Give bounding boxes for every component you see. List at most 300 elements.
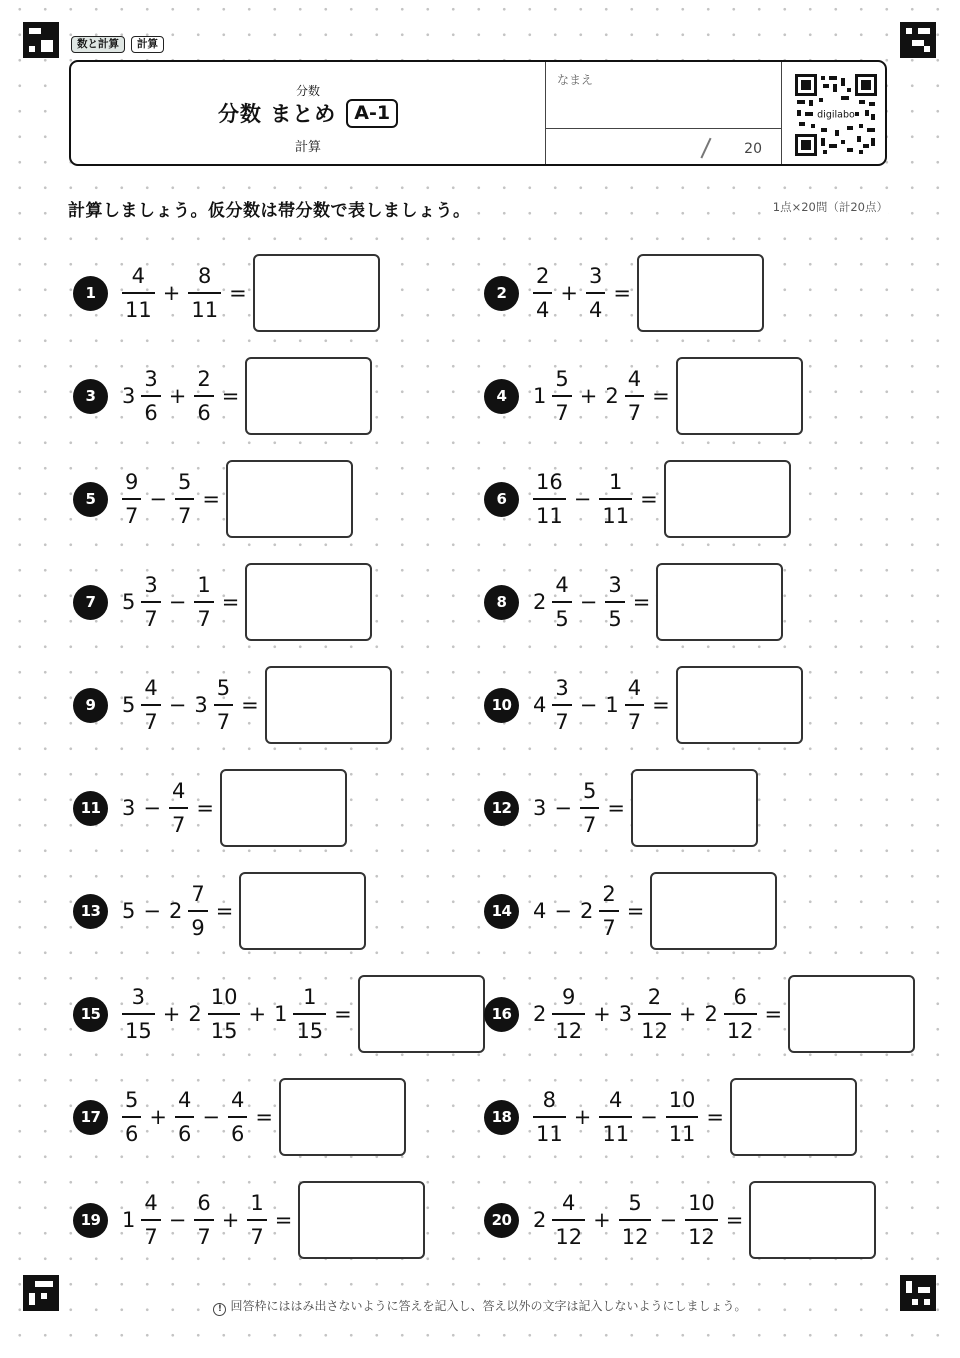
fraction bbox=[552, 1190, 585, 1250]
answer-box[interactable] bbox=[298, 1181, 425, 1259]
expression bbox=[530, 263, 637, 323]
worksheet-header bbox=[69, 60, 887, 166]
fraction-bar bbox=[533, 1116, 566, 1118]
fraction bbox=[247, 1190, 266, 1250]
fraction bbox=[599, 881, 618, 941]
operator: − bbox=[554, 796, 572, 820]
problem-18 bbox=[484, 1079, 857, 1155]
fraction bbox=[552, 675, 571, 735]
problem-number: 19 bbox=[73, 1203, 108, 1238]
denominator: 6 bbox=[144, 401, 158, 425]
fraction bbox=[208, 984, 241, 1044]
answer-box[interactable] bbox=[650, 872, 777, 950]
fraction-bar bbox=[599, 1116, 632, 1118]
title-area bbox=[71, 62, 545, 164]
category-label: 計算 bbox=[294, 140, 321, 155]
whole-number: 3 bbox=[122, 796, 136, 820]
expression bbox=[119, 469, 226, 529]
level-badge: A-1 bbox=[346, 99, 398, 128]
problem-number: 9 bbox=[73, 688, 108, 723]
operator: − bbox=[554, 899, 572, 923]
answer-box[interactable] bbox=[656, 563, 783, 641]
fraction bbox=[188, 263, 221, 323]
denominator: 11 bbox=[602, 504, 630, 528]
denominator: 7 bbox=[582, 813, 597, 837]
fraction-bar bbox=[625, 395, 644, 397]
answer-box[interactable] bbox=[788, 975, 915, 1053]
whole-number: 4 bbox=[533, 693, 547, 717]
equals-sign: = bbox=[764, 1002, 783, 1026]
instruction-text: 計算しましょう。仮分数は帯分数で表しましょう。 bbox=[68, 196, 471, 221]
fraction bbox=[141, 675, 160, 735]
denominator: 6 bbox=[177, 1122, 192, 1146]
fraction-bar bbox=[122, 292, 155, 294]
whole-number: 2 bbox=[704, 1002, 718, 1026]
fraction-bar bbox=[533, 498, 566, 500]
problem-3 bbox=[73, 358, 372, 434]
operator: + bbox=[593, 1002, 611, 1026]
fraction bbox=[625, 366, 644, 426]
numerator: 3 bbox=[588, 264, 603, 288]
fraction-bar bbox=[194, 395, 213, 397]
fraction-bar bbox=[552, 601, 571, 603]
denominator: 11 bbox=[602, 1122, 630, 1146]
expression bbox=[119, 263, 253, 323]
denominator: 9 bbox=[191, 916, 205, 940]
expression bbox=[119, 366, 245, 426]
operator: − bbox=[168, 1208, 187, 1232]
fraction-bar bbox=[580, 807, 599, 809]
operator: + bbox=[149, 1105, 167, 1129]
fraction bbox=[533, 469, 566, 529]
fraction-bar bbox=[552, 704, 571, 706]
equals-sign: = bbox=[229, 281, 247, 305]
operator: − bbox=[168, 693, 187, 717]
name-field[interactable] bbox=[545, 62, 782, 164]
expression bbox=[530, 984, 788, 1044]
denominator: 7 bbox=[602, 916, 616, 940]
answer-box[interactable] bbox=[749, 1181, 876, 1259]
fraction-bar bbox=[599, 498, 632, 500]
fraction-bar bbox=[552, 395, 571, 397]
denominator: 11 bbox=[125, 298, 152, 322]
fraction-bar bbox=[552, 1219, 585, 1221]
denominator: 11 bbox=[536, 504, 563, 528]
answer-box[interactable] bbox=[245, 357, 372, 435]
answer-box[interactable] bbox=[245, 563, 372, 641]
denominator: 12 bbox=[555, 1019, 583, 1043]
numerator: 2 bbox=[197, 367, 211, 391]
operator: − bbox=[149, 487, 167, 511]
denominator: 5 bbox=[608, 607, 622, 631]
problem-number: 2 bbox=[484, 276, 519, 311]
expression bbox=[530, 778, 631, 838]
denominator: 15 bbox=[210, 1019, 238, 1043]
operator: − bbox=[659, 1208, 678, 1232]
fraction bbox=[194, 366, 213, 426]
denominator: 7 bbox=[627, 401, 642, 425]
numerator: 4 bbox=[555, 573, 569, 597]
operator: + bbox=[162, 281, 181, 305]
numerator: 5 bbox=[125, 1088, 139, 1112]
numerator: 8 bbox=[542, 1088, 557, 1112]
fraction-bar bbox=[188, 910, 207, 912]
fraction bbox=[122, 1087, 141, 1147]
numerator: 5 bbox=[555, 367, 569, 391]
answer-box[interactable] bbox=[253, 254, 380, 332]
fraction bbox=[533, 263, 552, 323]
problem-11 bbox=[73, 770, 347, 846]
problem-5 bbox=[73, 461, 353, 537]
fraction bbox=[169, 778, 188, 838]
problem-number: 12 bbox=[484, 791, 519, 826]
numerator: 7 bbox=[191, 882, 205, 906]
fraction-bar bbox=[685, 1219, 718, 1221]
denominator: 7 bbox=[197, 607, 211, 631]
expression bbox=[530, 1190, 749, 1250]
numerator: 3 bbox=[555, 676, 569, 700]
corner-marker-top-left bbox=[23, 22, 59, 58]
denominator: 11 bbox=[191, 298, 219, 322]
numerator: 4 bbox=[562, 1191, 576, 1215]
fraction bbox=[141, 366, 160, 426]
fraction bbox=[599, 469, 632, 529]
equals-sign: = bbox=[255, 1105, 273, 1129]
fraction-bar bbox=[638, 1013, 671, 1015]
denominator: 6 bbox=[230, 1122, 245, 1146]
fraction bbox=[619, 1190, 652, 1250]
equals-sign: = bbox=[613, 281, 631, 305]
qr-code-icon bbox=[795, 74, 877, 156]
fraction-bar bbox=[605, 601, 624, 603]
operator: + bbox=[573, 1105, 592, 1129]
problem-number: 7 bbox=[73, 585, 108, 620]
expression bbox=[119, 881, 239, 941]
operator: + bbox=[248, 1002, 267, 1026]
equals-sign: = bbox=[632, 590, 651, 614]
equals-sign: = bbox=[202, 487, 220, 511]
problem-20 bbox=[484, 1182, 876, 1258]
fraction-bar bbox=[194, 1219, 213, 1221]
expression bbox=[119, 778, 220, 838]
equals-sign: = bbox=[652, 693, 670, 717]
fraction bbox=[214, 675, 233, 735]
fraction-bar bbox=[188, 292, 221, 294]
fraction bbox=[724, 984, 757, 1044]
denominator: 7 bbox=[144, 710, 158, 734]
equals-sign: = bbox=[241, 693, 259, 717]
problem-15 bbox=[73, 976, 485, 1052]
fraction bbox=[638, 984, 671, 1044]
fraction-bar bbox=[122, 498, 141, 500]
fraction-bar bbox=[175, 1116, 194, 1118]
problem-9 bbox=[73, 667, 392, 743]
equals-sign: = bbox=[196, 796, 214, 820]
operator: + bbox=[579, 384, 598, 408]
page-title: 分数 まとめ bbox=[217, 102, 337, 126]
operator: + bbox=[593, 1208, 611, 1232]
numerator: 4 bbox=[627, 367, 642, 391]
equals-sign: = bbox=[274, 1208, 293, 1232]
problem-7 bbox=[73, 564, 372, 640]
fraction bbox=[586, 263, 605, 323]
equals-sign: = bbox=[725, 1208, 744, 1232]
numerator: 8 bbox=[198, 264, 212, 288]
fraction bbox=[122, 984, 155, 1044]
fraction-bar bbox=[141, 1219, 160, 1221]
denominator: 7 bbox=[627, 710, 642, 734]
numerator: 3 bbox=[144, 573, 158, 597]
fraction bbox=[552, 366, 571, 426]
problem-number: 4 bbox=[484, 379, 519, 414]
expression bbox=[119, 572, 245, 632]
problem-2 bbox=[484, 255, 764, 331]
numerator: 4 bbox=[144, 676, 158, 700]
answer-box[interactable] bbox=[631, 769, 758, 847]
problem-number: 1 bbox=[73, 276, 108, 311]
equals-sign: = bbox=[652, 384, 670, 408]
equals-sign: = bbox=[706, 1105, 725, 1129]
expression bbox=[119, 675, 265, 735]
denominator: 4 bbox=[588, 298, 603, 322]
problem-number: 16 bbox=[484, 997, 519, 1032]
problem-1 bbox=[73, 255, 380, 331]
denominator: 12 bbox=[726, 1019, 754, 1043]
operator: − bbox=[143, 796, 161, 820]
footer-note bbox=[0, 1297, 960, 1316]
answer-box[interactable] bbox=[676, 666, 803, 744]
corner-marker-top-right bbox=[900, 22, 936, 58]
denominator: 6 bbox=[197, 401, 211, 425]
numerator: 1 bbox=[609, 470, 623, 494]
fraction-bar bbox=[586, 292, 605, 294]
fraction bbox=[188, 881, 207, 941]
fraction-bar bbox=[194, 601, 213, 603]
problem-17 bbox=[73, 1079, 406, 1155]
fraction-bar bbox=[599, 910, 618, 912]
divider bbox=[546, 128, 782, 129]
whole-number: 2 bbox=[533, 590, 547, 614]
numerator: 5 bbox=[177, 470, 192, 494]
fraction bbox=[685, 1190, 718, 1250]
numerator: 2 bbox=[602, 882, 616, 906]
fraction-bar bbox=[122, 1013, 155, 1015]
denominator: 7 bbox=[555, 401, 569, 425]
denominator: 6 bbox=[125, 1122, 139, 1146]
answer-box[interactable] bbox=[239, 872, 366, 950]
footer-text: 回答枠にははみ出さないように答えを記入し、答え以外の文字は記入しないようにしましょう。 bbox=[230, 1299, 747, 1313]
score-total: 20 bbox=[744, 141, 762, 157]
numerator: 4 bbox=[230, 1088, 245, 1112]
fraction-bar bbox=[208, 1013, 241, 1015]
equals-sign: = bbox=[626, 899, 645, 923]
problem-19 bbox=[73, 1182, 425, 1258]
fraction-bar bbox=[247, 1219, 266, 1221]
fraction bbox=[194, 572, 213, 632]
numerator: 3 bbox=[144, 367, 158, 391]
answer-box[interactable] bbox=[676, 357, 803, 435]
expression bbox=[530, 881, 650, 941]
operator: − bbox=[168, 590, 187, 614]
fraction bbox=[580, 778, 599, 838]
problem-12 bbox=[484, 770, 758, 846]
numerator: 1 bbox=[303, 985, 317, 1009]
problem-number: 6 bbox=[484, 482, 519, 517]
numerator: 2 bbox=[647, 985, 662, 1009]
answer-box[interactable] bbox=[265, 666, 392, 744]
fraction bbox=[141, 572, 160, 632]
equals-sign: = bbox=[221, 590, 240, 614]
expression bbox=[119, 984, 358, 1044]
fraction bbox=[293, 984, 326, 1044]
expression bbox=[530, 572, 656, 632]
problem-16 bbox=[484, 976, 915, 1052]
fraction bbox=[625, 675, 644, 735]
whole-number: 2 bbox=[579, 899, 594, 923]
operator: + bbox=[162, 1002, 181, 1026]
fraction-bar bbox=[666, 1116, 699, 1118]
denominator: 7 bbox=[555, 710, 569, 734]
fraction-bar bbox=[552, 1013, 585, 1015]
numerator: 2 bbox=[536, 264, 550, 288]
fraction bbox=[122, 469, 141, 529]
fraction-bar bbox=[228, 1116, 247, 1118]
operator: − bbox=[202, 1105, 220, 1129]
denominator: 11 bbox=[668, 1122, 696, 1146]
whole-number: 2 bbox=[605, 384, 619, 408]
numerator: 3 bbox=[131, 985, 146, 1009]
answer-box[interactable] bbox=[226, 460, 353, 538]
fraction bbox=[141, 1190, 160, 1250]
denominator: 15 bbox=[125, 1019, 152, 1043]
fraction bbox=[552, 984, 585, 1044]
numerator: 5 bbox=[628, 1191, 642, 1215]
problem-number: 3 bbox=[73, 379, 108, 414]
numerator: 9 bbox=[562, 985, 576, 1009]
fraction-bar bbox=[141, 395, 160, 397]
denominator: 12 bbox=[555, 1225, 583, 1249]
fraction bbox=[175, 1087, 194, 1147]
denominator: 7 bbox=[216, 710, 231, 734]
denominator: 5 bbox=[555, 607, 569, 631]
fraction-bar bbox=[533, 292, 552, 294]
problem-number: 5 bbox=[73, 482, 108, 517]
fraction-bar bbox=[214, 704, 233, 706]
fraction-bar bbox=[625, 704, 644, 706]
fraction bbox=[122, 263, 155, 323]
answer-box[interactable] bbox=[220, 769, 347, 847]
name-label: なまえ bbox=[557, 73, 594, 87]
whole-number: 3 bbox=[194, 693, 208, 717]
fraction-bar bbox=[169, 807, 188, 809]
answer-box[interactable] bbox=[279, 1078, 406, 1156]
tag-category: 計算 bbox=[131, 36, 164, 53]
fraction bbox=[194, 1190, 213, 1250]
operator: − bbox=[579, 590, 598, 614]
problem-4 bbox=[484, 358, 803, 434]
whole-number: 1 bbox=[533, 384, 547, 408]
numerator: 1 bbox=[197, 573, 211, 597]
numerator: 3 bbox=[608, 573, 622, 597]
numerator: 4 bbox=[171, 779, 186, 803]
whole-number: 1 bbox=[122, 1208, 136, 1232]
denominator: 7 bbox=[125, 504, 139, 528]
answer-box[interactable] bbox=[637, 254, 764, 332]
numerator: 6 bbox=[197, 1191, 211, 1215]
fraction-bar bbox=[293, 1013, 326, 1015]
operator: + bbox=[221, 1208, 240, 1232]
answer-box[interactable] bbox=[664, 460, 791, 538]
whole-number: 1 bbox=[605, 693, 619, 717]
numerator: 4 bbox=[609, 1088, 623, 1112]
problem-number: 11 bbox=[73, 791, 108, 826]
fraction-bar bbox=[122, 1116, 141, 1118]
problem-number: 20 bbox=[484, 1203, 519, 1238]
whole-number: 3 bbox=[533, 796, 547, 820]
operator: + bbox=[560, 281, 578, 305]
denominator: 11 bbox=[536, 1122, 563, 1146]
problem-13 bbox=[73, 873, 366, 949]
answer-box[interactable] bbox=[358, 975, 485, 1053]
whole-number: 2 bbox=[533, 1208, 547, 1232]
answer-box[interactable] bbox=[730, 1078, 857, 1156]
fraction bbox=[599, 1087, 632, 1147]
whole-number: 4 bbox=[533, 899, 547, 923]
denominator: 12 bbox=[621, 1225, 649, 1249]
equals-sign: = bbox=[215, 899, 234, 923]
problem-number: 18 bbox=[484, 1100, 519, 1135]
expression bbox=[119, 1190, 298, 1250]
operator: − bbox=[143, 899, 161, 923]
denominator: 12 bbox=[688, 1225, 715, 1249]
denominator: 7 bbox=[250, 1225, 264, 1249]
info-icon: ! bbox=[213, 1303, 226, 1316]
numerator: 4 bbox=[627, 676, 642, 700]
subject-label: 分数 bbox=[295, 84, 320, 98]
numerator: 6 bbox=[733, 985, 747, 1009]
fraction-bar bbox=[619, 1219, 652, 1221]
fraction-bar bbox=[724, 1013, 757, 1015]
numerator: 5 bbox=[216, 676, 231, 700]
fraction bbox=[552, 572, 571, 632]
whole-number: 3 bbox=[618, 1002, 633, 1026]
numerator: 4 bbox=[177, 1088, 192, 1112]
qr-area bbox=[781, 62, 885, 164]
problem-number: 13 bbox=[73, 894, 108, 929]
operator: − bbox=[640, 1105, 658, 1129]
problem-number: 14 bbox=[484, 894, 519, 929]
problem-number: 8 bbox=[484, 585, 519, 620]
fraction-bar bbox=[141, 704, 160, 706]
tag-domain: 数と計算 bbox=[71, 36, 125, 53]
denominator: 4 bbox=[536, 298, 550, 322]
fraction-bar bbox=[141, 601, 160, 603]
numerator: 4 bbox=[131, 264, 146, 288]
whole-number: 1 bbox=[274, 1002, 288, 1026]
problem-14 bbox=[484, 873, 777, 949]
equals-sign: = bbox=[607, 796, 625, 820]
denominator: 7 bbox=[197, 1225, 211, 1249]
numerator: 10 bbox=[668, 1088, 696, 1112]
numerator: 16 bbox=[536, 470, 563, 494]
expression bbox=[530, 366, 676, 426]
fraction bbox=[533, 1087, 566, 1147]
expression bbox=[530, 1087, 730, 1147]
fraction bbox=[666, 1087, 699, 1147]
score-slash bbox=[700, 138, 711, 159]
problem-10 bbox=[484, 667, 803, 743]
operator: + bbox=[678, 1002, 697, 1026]
